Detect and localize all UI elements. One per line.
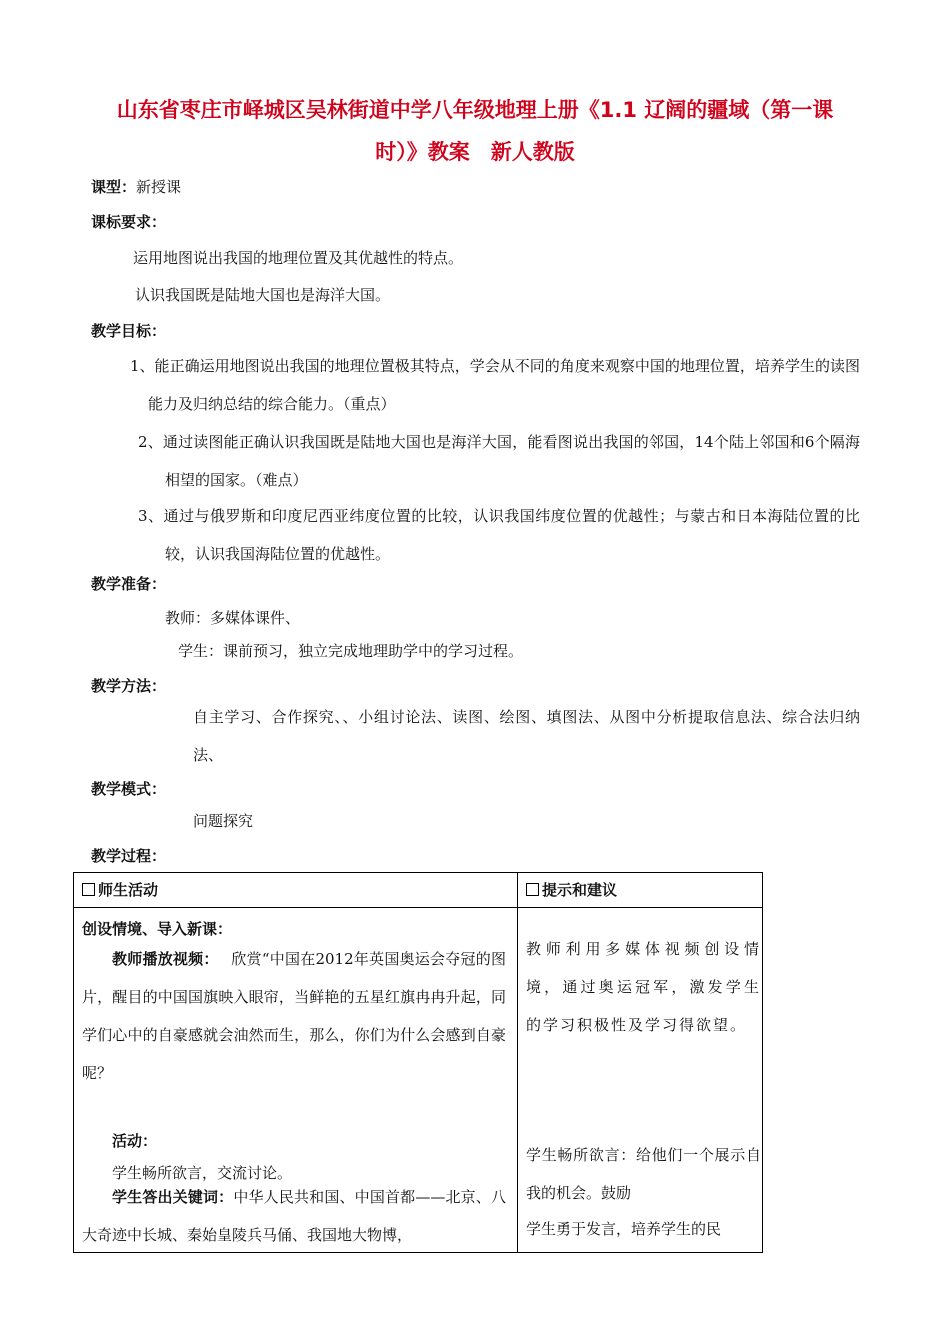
answer-text: 中华人民共和国、中国首都——北京、八大奇迹中长城、秦始皇陵兵马俑、我国地大物博， [82,1188,506,1244]
methods-label: 教学方法： [91,677,167,695]
teacher-video-text: 欣赏“中国在2012年英国奥运会夺冠的图片，醒目的中国国旗映入眼帘，当鲜艳的五星红旗冉冉升起，同学们心中的自豪感就会油然而生，那么，你们为什么会感到自豪呢？ [82,950,506,1082]
tip-3: 学生勇于发言，培养学生的民 [526,1220,722,1238]
lesson-type-value: 新授课 [136,178,182,196]
teacher-video-label: 教师播放视频： [112,950,212,968]
objective-1-text: 1、能正确运用地图说出我国的地理位置极其特点，学会从不同的角度来观察中国的地理位置，培养学生的读图能力及归纳总结的综合能力。（重点） [130,357,860,413]
mode-label: 教学模式： [91,780,167,798]
process-label: 教学过程： [91,847,167,865]
preparation-teacher: 教师：多媒体课件、 [165,609,301,627]
objective-3-text: 3、通过与俄罗斯和印度尼西亚纬度位置的比较，认识我国纬度位置的优越性；与蒙古和日本海陆位置的比较，认识我国海陆位置的优越性。 [138,507,860,563]
activity-label: 活动： [112,1132,158,1150]
lesson-type-label: 课型： [91,178,137,196]
tip-2: 学生畅所欲言：给他们一个展示自我的机会。鼓励 [526,1146,761,1202]
process-header-right-text: 提示和建议 [542,881,618,899]
preparation-student: 学生：课前预习，独立完成地理助学中的学习过程。 [178,642,524,660]
checkbox-icon [82,883,95,896]
process-header-left-text: 师生活动 [98,881,159,899]
standards-item-1: 运用地图说出我国的地理位置及其优越性的特点。 [133,249,464,267]
tip-1: 教师利用多媒体视频创设情境，通过奥运冠军，激发学生的学习积极性及学习得欲望。 [526,940,761,1034]
methods-text: 自主学习、合作探究、、小组讨论法、读图、绘图、填图法、从图中分析提取信息法、综合法归纳法、 [193,708,860,764]
intro-heading: 创设情境、导入新课： [82,920,233,938]
objectives-label: 教学目标： [91,322,167,340]
process-header-right [518,873,763,908]
process-header-left [74,873,518,908]
answer-paragraph [82,1178,506,1254]
mode-value: 问题探究 [193,812,254,830]
objective-1 [130,347,860,423]
lesson-type [91,177,181,197]
answer-label: 学生答出关键词： [112,1188,234,1206]
process-activity-cell [74,908,518,1253]
process-table [73,872,763,1253]
objective-3 [138,497,860,573]
checkbox-icon [526,883,539,896]
objective-2 [138,423,860,499]
document-title-line-2: 时）》教案 新人教版 [375,140,575,164]
standards-item-2: 认识我国既是陆地大国也是海洋大国。 [135,286,391,304]
activity-text: 学生畅所欲言，交流讨论。 [112,1164,293,1182]
process-tips-cell [518,908,763,1253]
standards-label: 课标要求： [91,213,167,231]
document-title-line-1: 山东省枣庄市峄城区吴林街道中学八年级地理上册《1.1 辽阔的疆域（第一课 [116,98,834,122]
objective-2-text: 2、通过读图能正确认识我国既是陆地大国也是海洋大国，能看图说出我国的邻国，14个陆上邻国和6个隔海相望的国家。（难点） [138,433,860,489]
preparation-label: 教学准备： [91,575,167,593]
teacher-video-paragraph [82,940,506,1092]
